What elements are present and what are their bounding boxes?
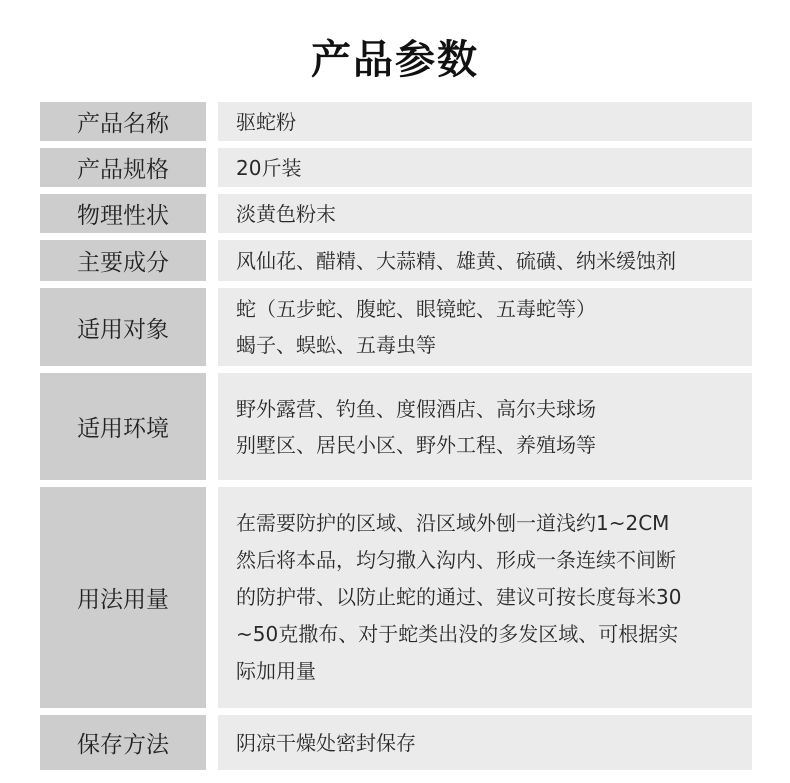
spec-value (218, 194, 752, 233)
spec-row-spec (40, 148, 752, 187)
spec-value (218, 715, 752, 770)
spec-table (40, 102, 752, 777)
spec-label: 适用环境 (40, 373, 206, 480)
spec-value (218, 148, 752, 187)
spec-value-line: 风仙花、醋精、大蒜精、雄黄、硫磺、纳米缓蚀剂 (236, 248, 676, 273)
spec-label: 用法用量 (40, 487, 206, 708)
spec-row-environment (40, 373, 752, 480)
spec-label: 产品规格 (40, 148, 206, 187)
spec-value-line: 际加用量 (236, 659, 316, 683)
spec-label: 物理性状 (40, 194, 206, 233)
spec-label: 主要成分 (40, 240, 206, 281)
spec-value-line: 淡黄色粉末 (236, 201, 336, 226)
spec-value-line: ~50克撒布、对于蛇类出没的多发区域、可根据实 (236, 622, 679, 646)
spec-label: 产品名称 (40, 102, 206, 141)
spec-row-usage (40, 487, 752, 708)
spec-value-line: 驱蛇粉 (236, 109, 296, 134)
spec-row-storage (40, 715, 752, 770)
spec-value (218, 487, 752, 708)
spec-value (218, 102, 752, 141)
spec-value-line: 野外露营、钓鱼、度假酒店、高尔夫球场 (236, 396, 596, 421)
spec-value-line: 别墅区、居民小区、野外工程、养殖场等 (236, 432, 596, 457)
spec-value (218, 288, 752, 366)
spec-row-property (40, 194, 752, 233)
spec-label: 适用对象 (40, 288, 206, 366)
spec-value-line: 蝎子、蜈蚣、五毒虫等 (236, 333, 436, 357)
spec-value (218, 373, 752, 480)
spec-value-line: 蛇（五步蛇、腹蛇、眼镜蛇、五毒蛇等） (236, 297, 596, 321)
spec-value-line: 20斤装 (236, 155, 302, 180)
spec-value-line: 的防护带、以防止蛇的通过、建议可按长度每米30 (236, 585, 682, 609)
spec-value-line: 阴凉干燥处密封保存 (236, 730, 416, 755)
spec-value-line: 在需要防护的区域、沿区域外刨一道浅约1~2CM (236, 511, 670, 535)
spec-row-ingredients (40, 240, 752, 281)
page-title: 产品参数 (311, 37, 479, 83)
spec-value (218, 240, 752, 281)
spec-value-line: 然后将本品，均匀撒入沟内、形成一条连续不间断 (236, 548, 676, 572)
spec-row-name (40, 102, 752, 141)
spec-row-targets (40, 288, 752, 366)
spec-label: 保存方法 (40, 715, 206, 770)
